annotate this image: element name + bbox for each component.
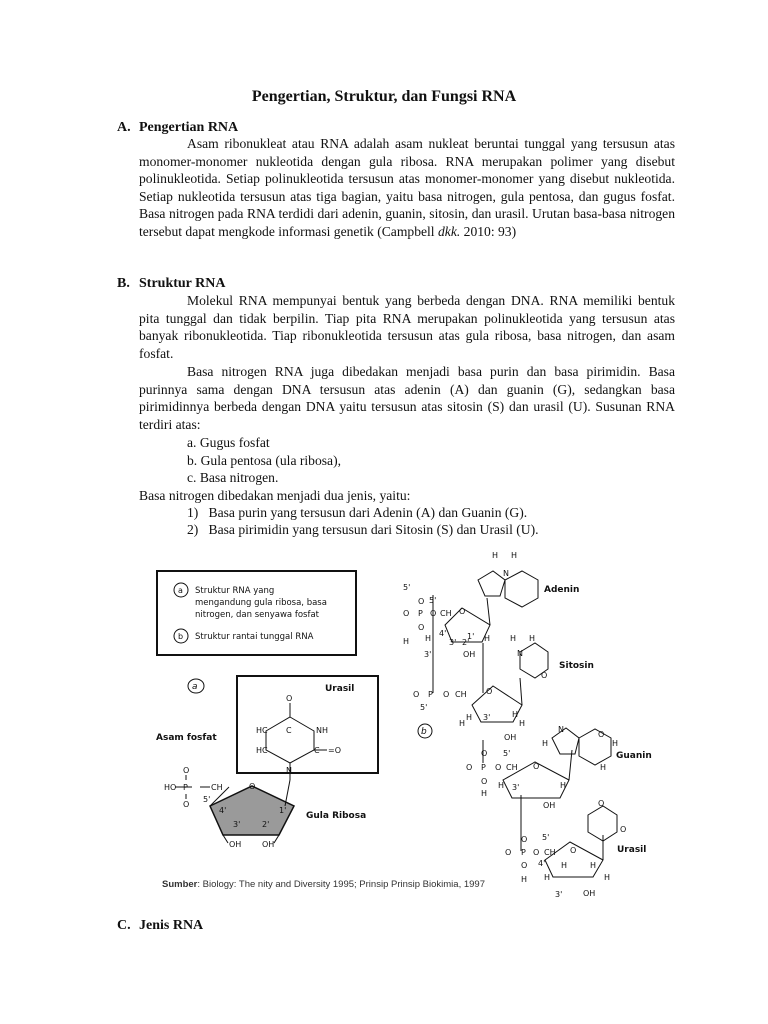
urasil-label: Urasil	[617, 845, 647, 855]
section-b-heading	[117, 276, 225, 292]
svg-text:N: N	[558, 725, 564, 734]
svg-text:H: H	[529, 634, 536, 643]
svg-text:O: O	[481, 749, 488, 758]
svg-text:3': 3'	[233, 820, 241, 829]
svg-text:O: O	[183, 800, 190, 809]
svg-text:H: H	[481, 789, 488, 798]
svg-text:P: P	[428, 690, 433, 699]
svg-text:H: H	[425, 634, 432, 643]
numbered-item	[187, 521, 539, 539]
svg-text:H: H	[510, 634, 517, 643]
svg-text:O: O	[183, 766, 190, 775]
svg-text:N: N	[517, 649, 523, 658]
urasil-box-label: Urasil	[325, 684, 355, 694]
adenin-label: Adenin	[544, 585, 580, 595]
svg-text:CH: CH	[211, 783, 223, 792]
guanin-ring	[552, 728, 579, 754]
list-item: a. Gugus fosfat	[187, 435, 270, 450]
legend-b-text: Struktur rantai tunggal RNA	[195, 632, 314, 642]
svg-text:O: O	[505, 848, 512, 857]
svg-text:H: H	[561, 861, 568, 870]
section-b-paragraph-2: Basa nitrogen RNA juga dibedakan menjadi basa purin dan basa pirimidin. Basa purinnya sama dengan DNA tersusun atas adenin (A) dan guanin (G), sedangkan basa pirimidinnya berbeda dengan DNA yaitu tersusun atas sitosin (S) dan urasil (U). Susunan RNA terdiri atas:	[139, 364, 675, 432]
svg-text:O: O	[249, 782, 256, 791]
section-title: Struktur RNA	[139, 276, 226, 291]
svg-text:O: O	[481, 777, 488, 786]
svg-text:O: O	[521, 835, 528, 844]
section-title: Jenis RNA	[139, 918, 204, 933]
svg-text:O: O	[430, 609, 437, 618]
svg-text:OH: OH	[583, 889, 596, 898]
svg-text:O: O	[521, 861, 528, 870]
svg-text:1': 1'	[467, 632, 475, 641]
section-number: C.	[117, 918, 131, 933]
svg-text:O: O	[403, 609, 410, 618]
section-b-paragraph-3: Basa nitrogen dibedakan menjadi dua jenis, yaitu:	[139, 488, 411, 503]
svg-text:4': 4'	[538, 859, 546, 868]
svg-text:O: O	[533, 848, 540, 857]
svg-text:H: H	[484, 634, 491, 643]
svg-text:2': 2'	[262, 820, 270, 829]
svg-text:5': 5'	[542, 833, 550, 842]
svg-text:1': 1'	[279, 806, 287, 815]
svg-text:O: O	[495, 763, 502, 772]
svg-text:H: H	[466, 713, 473, 722]
svg-text:O: O	[570, 846, 577, 855]
svg-text:OH: OH	[229, 840, 242, 849]
adenin-ring	[478, 571, 505, 596]
item-text: Basa pirimidin yang tersusun dari Sitosin (S) dan Urasil (U).	[208, 522, 539, 537]
section-a-heading	[117, 120, 238, 136]
section-number: B.	[117, 276, 130, 291]
svg-text:5': 5'	[420, 703, 428, 712]
panel-a-label: a	[192, 682, 198, 692]
svg-text:3': 3'	[512, 783, 520, 792]
svg-text:OH: OH	[543, 801, 556, 810]
svg-text:O: O	[598, 799, 605, 808]
section-b-paragraph-1: Molekul RNA mempunyai bentuk yang berbeda dengan DNA. RNA memiliki bentuk pita tunggal dan tidak berpilin. Tiap pita RNA merupakan polinukleotida yang tersusun atas banyak ribonukleotida. Tiap ribonukleotida tersusun atas gula ribosa, basa nitrogen, dan asam fosfat.	[139, 293, 675, 361]
svg-text:H: H	[544, 873, 551, 882]
list-item: c. Basa nitrogen.	[187, 470, 279, 485]
svg-text:O: O	[620, 825, 627, 834]
svg-text:H: H	[590, 861, 597, 870]
italic-text: dkk.	[437, 223, 461, 239]
svg-text:H: H	[492, 551, 499, 560]
svg-text:H: H	[512, 710, 519, 719]
source-text: : Biology: The nity and Diversity 1995; Prinsip Prinsip Biokimia, 1997	[197, 879, 485, 890]
svg-text:H: H	[612, 739, 619, 748]
svg-text:P: P	[481, 763, 486, 772]
svg-text:5': 5'	[403, 583, 411, 592]
svg-text:H: H	[403, 637, 410, 646]
svg-text:2': 2'	[462, 638, 470, 647]
guanin-label: Guanin	[616, 751, 652, 761]
gula-ribosa-label: Gula Ribosa	[306, 811, 367, 821]
svg-text:CH: CH	[506, 763, 518, 772]
figure-source	[162, 879, 485, 890]
item-text: Basa purin yang tersusun dari Adenin (A) dan Guanin (G).	[208, 505, 528, 520]
svg-text:H: H	[542, 739, 549, 748]
svg-text:=O: =O	[328, 746, 341, 755]
legend-a-letter: a	[178, 586, 183, 595]
svg-text:4': 4'	[219, 806, 227, 815]
svg-text:3': 3'	[483, 713, 491, 722]
svg-text:HC: HC	[256, 726, 268, 735]
legend-b-letter: b	[178, 632, 184, 641]
svg-text:O: O	[459, 607, 466, 616]
svg-text:O: O	[486, 687, 493, 696]
svg-text:OH: OH	[463, 650, 476, 659]
svg-text:O: O	[418, 597, 425, 606]
svg-text:H: H	[519, 719, 526, 728]
svg-text:H: H	[459, 719, 466, 728]
sitosin-label: Sitosin	[559, 661, 594, 671]
svg-text:H: H	[560, 781, 567, 790]
item-number: 1)	[187, 505, 199, 520]
svg-text:P: P	[418, 609, 423, 618]
svg-text:NH: NH	[316, 726, 328, 735]
svg-text:O: O	[443, 690, 450, 699]
svg-text:H: H	[498, 781, 505, 790]
section-title: Pengertian RNA	[139, 120, 239, 135]
citation-text: 2010: 93)	[460, 223, 517, 239]
svg-text:5': 5'	[203, 795, 211, 804]
legend-a-text: Struktur RNA yang	[195, 586, 275, 596]
svg-text:H: H	[511, 551, 518, 560]
svg-text:O: O	[413, 690, 420, 699]
section-c-heading	[117, 918, 203, 934]
rna-structure-figure	[150, 545, 652, 899]
source-label: Sumber	[162, 879, 198, 890]
svg-text:H: H	[521, 875, 528, 884]
svg-text:N: N	[503, 569, 509, 578]
svg-text:O: O	[466, 763, 473, 772]
page-title: Pengertian, Struktur, dan Fungsi RNA	[251, 88, 517, 105]
urasil-box	[237, 676, 378, 773]
svg-text:3': 3'	[449, 638, 457, 647]
svg-text:P: P	[521, 848, 526, 857]
svg-text:O: O	[541, 671, 548, 680]
asam-fosfat-label: Asam fosfat	[156, 733, 217, 743]
svg-text:HC: HC	[256, 746, 268, 755]
paragraph-text: Asam ribonukleat atau RNA adalah asam nukleat beruntai tunggal yang tersusun atas monomer-monomer nukleotida dengan gula ribosa. RNA merupakan polimer yang disebut polinukleotida. Setiap polinukleotida tersusun atas monomer-monomer yang disebut nukleotida. Setiap nukleotida tersusun atas tiga bagian, yaitu basa nitrogen, gula pentosa, dan gugus fosfat. Basa nitrogen pada RNA terdidi dari adenin, guanin, sitosin, dan urasil. Urutan basa-basa nitrogen tersebut dapat mengkode informasi genetik (Campbell	[139, 136, 675, 239]
svg-text:CH: CH	[455, 690, 467, 699]
svg-text:OH: OH	[504, 733, 517, 742]
numbered-item	[187, 504, 527, 522]
uracil-ring	[266, 717, 314, 763]
svg-text:C: C	[286, 726, 292, 735]
legend-a-text: mengandung gula ribosa, basa	[195, 598, 327, 608]
svg-text:O: O	[533, 762, 540, 771]
svg-text:O: O	[286, 694, 293, 703]
svg-text:OH: OH	[262, 840, 275, 849]
svg-text:HO: HO	[164, 783, 177, 792]
svg-text:H: H	[600, 763, 607, 772]
svg-text:3': 3'	[424, 650, 432, 659]
section-number: A.	[117, 120, 131, 135]
list-item: b. Gula pentosa (ula ribosa),	[187, 453, 342, 468]
svg-text:4': 4'	[439, 629, 447, 638]
svg-text:3': 3'	[555, 890, 563, 899]
svg-text:O: O	[598, 730, 605, 739]
legend-a-text: nitrogen, dan senyawa fosfat	[195, 610, 320, 620]
svg-text:C: C	[314, 746, 320, 755]
svg-text:H: H	[604, 873, 611, 882]
svg-text:CH: CH	[440, 609, 452, 618]
svg-text:5': 5'	[429, 596, 437, 605]
panel-b-label: b	[421, 727, 427, 737]
section-a-paragraph	[139, 135, 675, 241]
svg-text:P: P	[183, 783, 188, 792]
item-number: 2)	[187, 522, 199, 537]
svg-text:5': 5'	[503, 749, 511, 758]
svg-text:O: O	[418, 623, 425, 632]
svg-text:CH: CH	[544, 848, 556, 857]
svg-text:N: N	[286, 766, 292, 775]
